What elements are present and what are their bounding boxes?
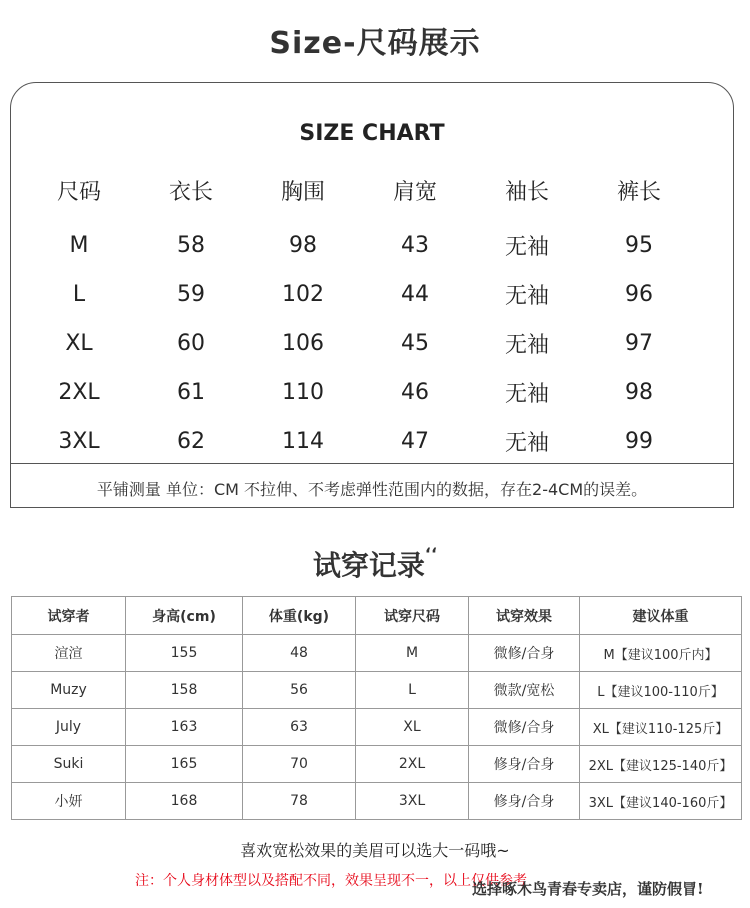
size-chart-cell: L xyxy=(72,282,86,307)
size-chart-cell: 无袖 xyxy=(504,284,549,309)
size-chart-header-row xyxy=(23,165,723,215)
size-chart-cell: 110 xyxy=(282,380,324,405)
size-chart-cell: 98 xyxy=(289,233,317,258)
tryon-cell: 63 xyxy=(243,709,356,746)
tryon-cell: M xyxy=(356,635,469,672)
tryon-cell: 48 xyxy=(243,635,356,672)
tryon-cell: 小妍 xyxy=(12,783,126,820)
tryon-cell: 3XL xyxy=(356,783,469,820)
tryon-cell: 165 xyxy=(126,746,243,783)
tryon-cell: 70 xyxy=(243,746,356,783)
tryon-table xyxy=(11,596,742,820)
disclaimer-note: 注：个人身材体型以及搭配不同，效果呈现不一，以上仅供参考 xyxy=(135,873,527,889)
size-chart-header-cell: 裤长 xyxy=(616,179,661,205)
size-chart-cell: 46 xyxy=(401,380,429,405)
tryon-row xyxy=(12,672,742,709)
tryon-cell: 56 xyxy=(243,672,356,709)
size-chart-cell: 3XL xyxy=(58,429,100,454)
size-chart-cell: 47 xyxy=(401,429,429,454)
tryon-cell: 微修/合身 xyxy=(469,709,580,746)
tryon-title-deco: ʻʻ xyxy=(424,544,438,563)
tryon-cell: 3XL【建议140-160斤】 xyxy=(580,783,742,820)
tryon-cell: 78 xyxy=(243,783,356,820)
size-chart-cell: 58 xyxy=(177,233,205,258)
store-watermark: 选择啄木鸟青春专卖店，谨防假冒! xyxy=(472,880,704,898)
size-chart-panel xyxy=(10,82,734,508)
tryon-cell: 158 xyxy=(126,672,243,709)
size-chart-row xyxy=(23,368,723,417)
size-chart-cell: 无袖 xyxy=(504,431,549,456)
tryon-cell: 155 xyxy=(126,635,243,672)
measurement-note: 平铺测量 单位：CM 不拉伸、不考虑弹性范围内的数据，存在2-4CM的误差。 xyxy=(96,480,648,499)
tryon-header-cell: 试穿尺码 xyxy=(356,597,469,635)
tryon-title xyxy=(0,544,750,584)
tryon-header-cell: 试穿者 xyxy=(12,597,126,635)
size-chart-cell: 62 xyxy=(177,429,205,454)
tryon-cell: 修身/合身 xyxy=(469,783,580,820)
tryon-row xyxy=(12,746,742,783)
tryon-header-cell: 体重(kg) xyxy=(243,597,356,635)
tryon-cell: Suki xyxy=(12,746,126,783)
tryon-cell: 163 xyxy=(126,709,243,746)
loose-fit-tip: 喜欢宽松效果的美眉可以选大一码哦~ xyxy=(240,841,510,860)
tryon-cell: XL xyxy=(356,709,469,746)
tryon-header-cell: 身高(cm) xyxy=(126,597,243,635)
size-chart-cell: 95 xyxy=(625,233,653,258)
size-chart-cell: 无袖 xyxy=(504,235,549,260)
tryon-cell: 微修/合身 xyxy=(469,635,580,672)
size-chart-row xyxy=(23,417,723,466)
size-chart-cell: 102 xyxy=(282,282,324,307)
size-chart-cell: 无袖 xyxy=(504,333,549,358)
size-chart-cell: 96 xyxy=(625,282,653,307)
size-chart-header-cell: 袖长 xyxy=(504,179,549,205)
size-chart-header-cell: 胸围 xyxy=(280,179,325,205)
tryon-row xyxy=(12,783,742,820)
size-chart-cell: 99 xyxy=(625,429,653,454)
tryon-header-cell: 建议体重 xyxy=(580,597,742,635)
size-chart-row xyxy=(23,221,723,270)
page-title: Size-尺码展示 xyxy=(269,26,481,61)
size-chart-divider xyxy=(11,463,733,464)
tryon-row xyxy=(12,635,742,672)
size-chart-row xyxy=(23,319,723,368)
size-chart-cell: 2XL xyxy=(58,380,100,405)
size-chart-cell: 106 xyxy=(282,331,324,356)
size-chart-cell: 61 xyxy=(177,380,205,405)
size-chart-row xyxy=(23,270,723,319)
size-chart-title: SIZE CHART xyxy=(299,121,445,146)
tryon-cell: 2XL xyxy=(356,746,469,783)
tryon-title-text: 试穿记录 xyxy=(312,549,425,582)
size-chart-cell: 98 xyxy=(625,380,653,405)
size-chart-header-cell: 衣长 xyxy=(168,179,213,205)
size-chart-cell: 97 xyxy=(625,331,653,356)
size-chart-cell: XL xyxy=(65,331,93,356)
tryon-cell: M【建议100斤内】 xyxy=(580,635,742,672)
size-chart-cell: 60 xyxy=(177,331,205,356)
size-chart-cell: M xyxy=(69,233,89,258)
tryon-cell: Muzy xyxy=(12,672,126,709)
tryon-header-row xyxy=(12,597,742,635)
size-chart-cell: 45 xyxy=(401,331,429,356)
tryon-cell: L【建议100-110斤】 xyxy=(580,672,742,709)
size-chart-cell: 114 xyxy=(282,429,324,454)
tryon-cell: XL【建议110-125斤】 xyxy=(580,709,742,746)
tryon-cell: 修身/合身 xyxy=(469,746,580,783)
size-chart-cell: 无袖 xyxy=(504,382,549,407)
tryon-row xyxy=(12,709,742,746)
tryon-cell: 微款/宽松 xyxy=(469,672,580,709)
size-chart-cell: 44 xyxy=(401,282,429,307)
size-chart-cell: 59 xyxy=(177,282,205,307)
tryon-cell: 168 xyxy=(126,783,243,820)
tryon-cell: 2XL【建议125-140斤】 xyxy=(580,746,742,783)
size-chart-header-cell: 尺码 xyxy=(56,179,101,205)
size-chart-grid xyxy=(23,165,723,466)
size-chart-cell: 43 xyxy=(401,233,429,258)
tryon-cell: L xyxy=(356,672,469,709)
tryon-header-cell: 试穿效果 xyxy=(469,597,580,635)
tryon-cell: 渲渲 xyxy=(12,635,126,672)
size-chart-header-cell: 肩宽 xyxy=(392,179,437,205)
tryon-cell: July xyxy=(12,709,126,746)
